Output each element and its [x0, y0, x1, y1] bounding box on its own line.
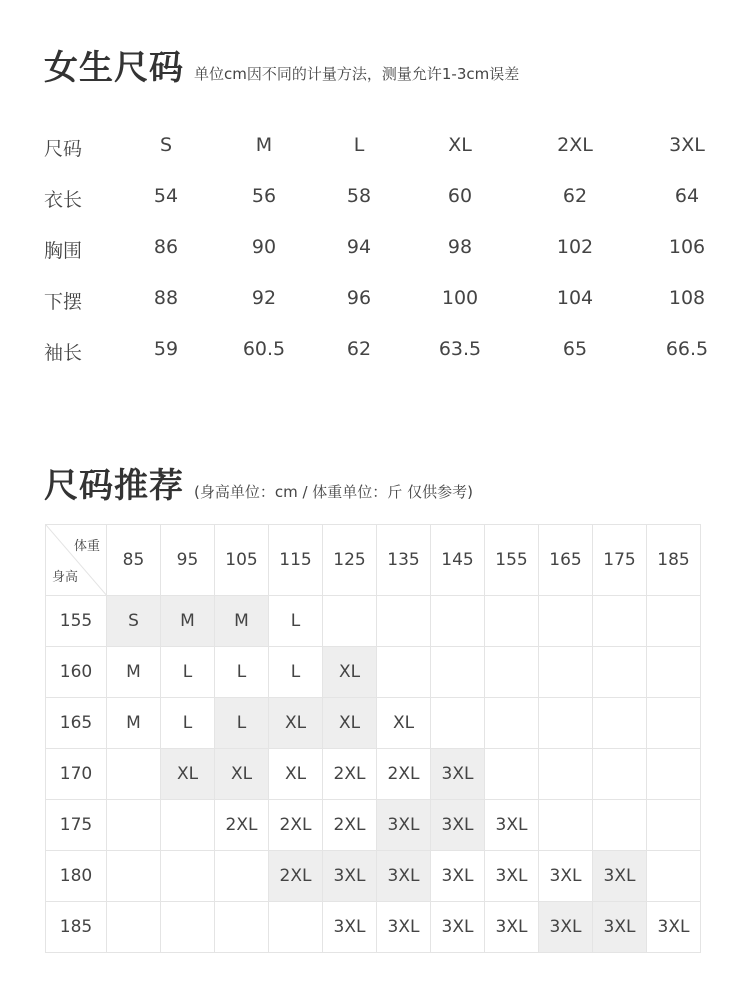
height-header-cell: 175	[46, 800, 107, 851]
size-recommend-cell: 2XL	[215, 800, 269, 851]
weight-header-cell: 105	[215, 525, 269, 596]
size-recommend-cell: M	[215, 596, 269, 647]
size-row-label: 衣长	[44, 189, 83, 211]
size-recommend-cell	[377, 647, 431, 698]
size-recommend-cell: XL	[269, 749, 323, 800]
size-cell: L	[353, 134, 365, 156]
size-recommend-cell	[647, 800, 701, 851]
weight-header-cell: 175	[593, 525, 647, 596]
size-cell: 96	[346, 287, 372, 309]
size-recommend-cell	[647, 596, 701, 647]
size-recommend-cell	[539, 647, 593, 698]
size-recommend-cell: L	[269, 596, 323, 647]
size-recommend-cell: 2XL	[323, 800, 377, 851]
size-recommend-cell	[593, 647, 647, 698]
size-cell: 56	[251, 185, 277, 207]
weight-header-cell: 145	[431, 525, 485, 596]
size-recommend-cell	[485, 647, 539, 698]
grid-header-row	[46, 525, 701, 596]
table-row	[46, 596, 701, 647]
size-cell: 3XL	[669, 134, 705, 156]
size-recommend-cell: 3XL	[377, 851, 431, 902]
size-row-label: 胸围	[44, 240, 83, 262]
size-recommend-cell	[485, 698, 539, 749]
table-row	[46, 647, 701, 698]
weight-header-cell: 115	[269, 525, 323, 596]
size-recommend-cell	[107, 749, 161, 800]
size-cell: 54	[153, 185, 179, 207]
size-recommend-cell	[107, 902, 161, 953]
size-recommend-cell: XL	[323, 647, 377, 698]
size-recommend-cell: 2XL	[377, 749, 431, 800]
height-header-cell: 185	[46, 902, 107, 953]
size-recommend-cell: 3XL	[431, 749, 485, 800]
size-row	[0, 185, 750, 215]
size-cell: 106	[668, 236, 706, 258]
size-recommend-cell	[377, 596, 431, 647]
size-recommend-cell: M	[107, 647, 161, 698]
size-recommend-cell	[215, 851, 269, 902]
height-axis-label: 身高	[52, 570, 79, 585]
size-cell: 100	[441, 287, 479, 309]
size-cell: 2XL	[557, 134, 593, 156]
size-recommend-cell: 3XL	[431, 851, 485, 902]
weight-axis-label: 体重	[73, 539, 100, 554]
size-recommend-grid	[45, 524, 701, 953]
size-row-label: 袖长	[44, 342, 83, 364]
size-recommend-cell: 2XL	[269, 800, 323, 851]
size-cell: 60.5	[242, 338, 286, 360]
size-cell: 98	[447, 236, 473, 258]
weight-header-cell: 85	[107, 525, 161, 596]
size-recommend-cell: 3XL	[647, 902, 701, 953]
size-recommend-cell	[431, 698, 485, 749]
table-row	[46, 698, 701, 749]
size-recommend-cell	[539, 698, 593, 749]
size-recommend-cell	[431, 596, 485, 647]
size-recommend-cell	[593, 596, 647, 647]
recommend-section-header	[44, 458, 473, 507]
size-row-label: 尺码	[44, 138, 83, 160]
grid-corner-cell	[46, 525, 107, 596]
table-row	[46, 749, 701, 800]
height-header-cell: 165	[46, 698, 107, 749]
size-cell: S	[159, 134, 173, 156]
size-recommend-cell: 3XL	[593, 851, 647, 902]
size-recommend-cell	[269, 902, 323, 953]
size-recommend-cell	[647, 749, 701, 800]
size-row-label: 下摆	[44, 291, 83, 313]
weight-header-cell: 95	[161, 525, 215, 596]
size-recommend-cell: 3XL	[323, 851, 377, 902]
size-cell: 104	[556, 287, 594, 309]
size-cell: 58	[346, 185, 372, 207]
size-recommend-cell	[647, 698, 701, 749]
size-recommend-cell: XL	[215, 749, 269, 800]
size-recommend-cell: 3XL	[431, 800, 485, 851]
size-recommend-cell	[161, 800, 215, 851]
size-cell: 63.5	[438, 338, 482, 360]
size-recommend-cell: XL	[269, 698, 323, 749]
size-recommend-cell	[107, 851, 161, 902]
size-recommend-cell	[485, 749, 539, 800]
size-cell: 60	[447, 185, 473, 207]
size-cell: 90	[251, 236, 277, 258]
height-header-cell: 170	[46, 749, 107, 800]
table-row	[46, 902, 701, 953]
size-section-title: 女生尺码	[44, 48, 184, 88]
size-recommend-cell: 2XL	[269, 851, 323, 902]
size-cell: 64	[674, 185, 700, 207]
size-recommend-cell	[539, 596, 593, 647]
size-row	[0, 134, 750, 164]
size-recommend-cell: 3XL	[377, 800, 431, 851]
size-recommend-cell	[593, 749, 647, 800]
size-recommend-cell	[323, 596, 377, 647]
size-recommend-cell	[161, 851, 215, 902]
size-cell: XL	[448, 134, 472, 156]
size-recommend-cell	[485, 596, 539, 647]
size-section-header	[44, 40, 519, 89]
size-recommend-cell: XL	[323, 698, 377, 749]
size-recommend-cell: 3XL	[539, 902, 593, 953]
height-header-cell: 180	[46, 851, 107, 902]
size-recommend-cell: 3XL	[485, 851, 539, 902]
size-recommend-cell	[431, 647, 485, 698]
size-recommend-cell	[647, 647, 701, 698]
size-recommend-cell: M	[107, 698, 161, 749]
size-recommend-cell	[161, 902, 215, 953]
size-recommend-cell: 3XL	[431, 902, 485, 953]
size-cell: 62	[346, 338, 372, 360]
size-recommend-cell	[215, 902, 269, 953]
size-recommend-cell: 3XL	[323, 902, 377, 953]
size-cell: 108	[668, 287, 706, 309]
table-row	[46, 851, 701, 902]
table-row	[46, 800, 701, 851]
size-cell: M	[255, 134, 273, 156]
size-recommend-cell: XL	[161, 749, 215, 800]
size-recommend-cell: L	[215, 698, 269, 749]
size-cell: 92	[251, 287, 277, 309]
size-recommend-cell	[107, 800, 161, 851]
size-cell: 102	[556, 236, 594, 258]
recommend-section-note: (身高单位：cm / 体重单位：斤 仅供参考)	[194, 483, 473, 501]
size-cell: 62	[562, 185, 588, 207]
size-recommend-cell: L	[269, 647, 323, 698]
recommend-section-title: 尺码推荐	[44, 466, 184, 506]
size-cell: 94	[346, 236, 372, 258]
size-recommend-cell	[539, 800, 593, 851]
size-cell: 59	[153, 338, 179, 360]
size-row	[0, 287, 750, 317]
size-recommend-cell	[593, 800, 647, 851]
height-header-cell: 155	[46, 596, 107, 647]
size-section-note: 单位cm因不同的计量方法，测量允许1-3cm误差	[194, 65, 520, 83]
weight-header-cell: 135	[377, 525, 431, 596]
size-cell: 66.5	[665, 338, 709, 360]
size-recommend-cell: 3XL	[485, 902, 539, 953]
weight-header-cell: 155	[485, 525, 539, 596]
size-recommend-cell: 3XL	[539, 851, 593, 902]
weight-header-cell: 185	[647, 525, 701, 596]
size-recommend-cell	[593, 698, 647, 749]
size-cell: 86	[153, 236, 179, 258]
size-recommend-cell: L	[161, 698, 215, 749]
size-recommend-cell	[647, 851, 701, 902]
size-row	[0, 236, 750, 266]
size-recommend-cell: XL	[377, 698, 431, 749]
size-row	[0, 338, 750, 368]
size-recommend-cell: 2XL	[323, 749, 377, 800]
size-recommend-cell: 3XL	[593, 902, 647, 953]
size-recommend-cell: S	[107, 596, 161, 647]
size-cell: 65	[562, 338, 588, 360]
weight-header-cell: 165	[539, 525, 593, 596]
size-recommend-cell: 3XL	[377, 902, 431, 953]
size-cell: 88	[153, 287, 179, 309]
height-header-cell: 160	[46, 647, 107, 698]
weight-header-cell: 125	[323, 525, 377, 596]
size-recommend-cell: M	[161, 596, 215, 647]
size-recommend-cell: L	[161, 647, 215, 698]
size-recommend-cell: 3XL	[485, 800, 539, 851]
size-recommend-cell: L	[215, 647, 269, 698]
size-recommend-cell	[539, 749, 593, 800]
